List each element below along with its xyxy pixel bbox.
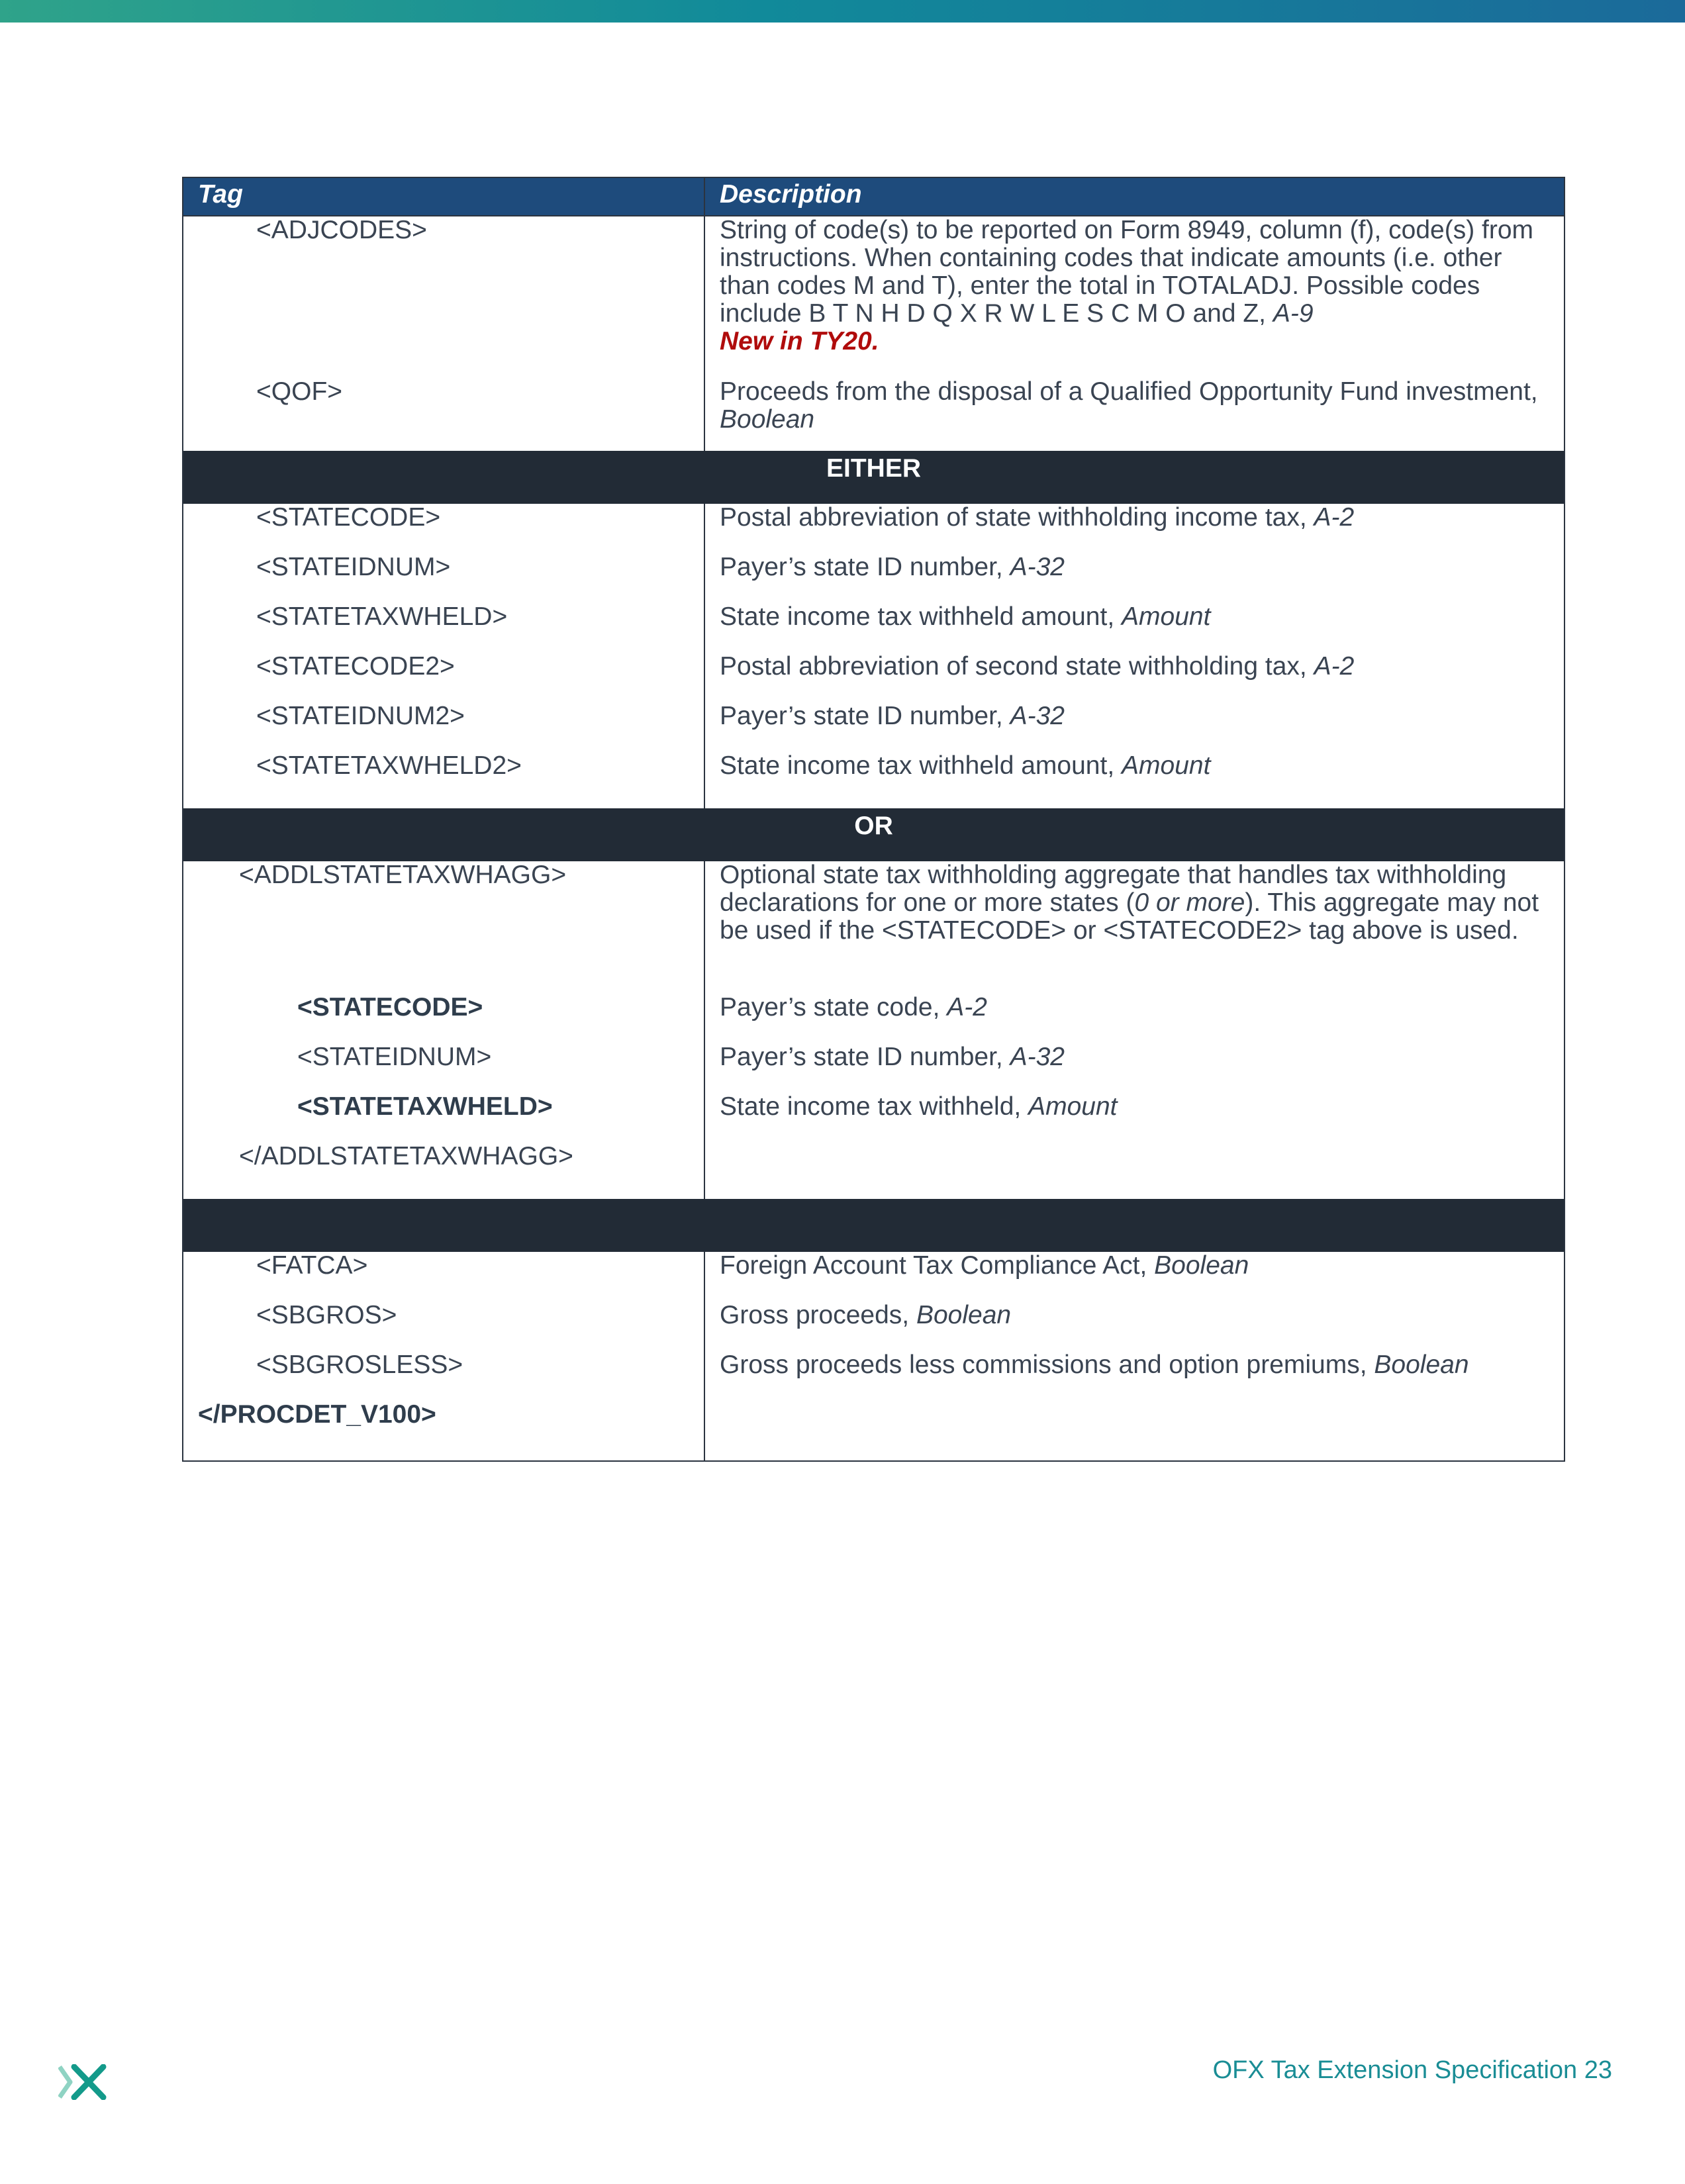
tag-cell: <STATEIDNUM2> (183, 702, 704, 752)
description-cell: Payer’s state ID number, A-32 (704, 1043, 1565, 1093)
table-header (183, 177, 1565, 216)
table-row (183, 1302, 1565, 1351)
description-cell: State income tax withheld amount, Amount (704, 603, 1565, 653)
description-cell (704, 1143, 1565, 1199)
or-separator (183, 808, 1565, 861)
table-row (183, 504, 1565, 553)
description-cell: State income tax withheld amount, Amount (704, 752, 1565, 808)
description-cell: Postal abbreviation of state withholding income tax, A-2 (704, 504, 1565, 553)
tag-cell: <STATECODE> (183, 504, 704, 553)
tag-cell: <ADDLSTATETAXWHAGG> (183, 861, 704, 994)
top-gradient-bar (0, 0, 1685, 23)
table-row (183, 1143, 1565, 1199)
either-label: EITHER (183, 451, 1565, 504)
description-cell: Payer’s state ID number, A-32 (704, 553, 1565, 603)
tag-cell: <STATECODE> (183, 994, 704, 1043)
description-cell: Proceeds from the disposal of a Qualified Opportunity Fund investment, Boolean (704, 378, 1565, 451)
description-cell: Optional state tax withholding aggregate that handles tax withholding declarations for one or more states (0 or more). This aggregate may not be used if the <STATECODE> or <STATECODE2> tag above is used. (704, 861, 1565, 994)
description-cell: State income tax withheld, Amount (704, 1093, 1565, 1143)
tag-cell: <SBGROS> (183, 1302, 704, 1351)
tag-cell: <STATEIDNUM> (183, 553, 704, 603)
footer-page-label: OFX Tax Extension Specification 23 (1212, 2056, 1612, 2084)
tag-cell: <STATEIDNUM> (183, 1043, 704, 1093)
description-cell: Foreign Account Tax Compliance Act, Boolean (704, 1252, 1565, 1302)
x-logo-icon (58, 2064, 109, 2100)
table-row (183, 1252, 1565, 1302)
description-column-header: Description (704, 177, 1565, 216)
blank-separator (183, 1199, 1565, 1252)
tag-column-header: Tag (183, 177, 704, 216)
tag-cell: <STATECODE2> (183, 653, 704, 702)
description-cell: Payer’s state ID number, A-32 (704, 702, 1565, 752)
tag-description-table (182, 177, 1565, 1462)
tag-cell: <ADJCODES> (183, 216, 704, 378)
description-cell: Payer’s state code, A-2 (704, 994, 1565, 1043)
table-row (183, 653, 1565, 702)
tag-cell: </ADDLSTATETAXWHAGG> (183, 1143, 704, 1199)
table-row (183, 1093, 1565, 1143)
tag-cell: <QOF> (183, 378, 704, 451)
tag-cell: <SBGROSLESS> (183, 1351, 704, 1401)
table-row (183, 1401, 1565, 1461)
table-row (183, 861, 1565, 994)
or-label: OR (183, 808, 1565, 861)
table-row (183, 378, 1565, 451)
table-row (183, 752, 1565, 808)
table-row (183, 702, 1565, 752)
description-cell: Postal abbreviation of second state withholding tax, A-2 (704, 653, 1565, 702)
tag-cell: <STATETAXWHELD2> (183, 752, 704, 808)
description-cell (704, 1401, 1565, 1461)
table-row (183, 603, 1565, 653)
tag-cell: <STATETAXWHELD> (183, 603, 704, 653)
table-row (183, 1351, 1565, 1401)
tag-cell: <STATETAXWHELD> (183, 1093, 704, 1143)
new-in-ty20-note: New in TY20. (720, 327, 879, 356)
closing-tag-cell: </PROCDET_V100> (183, 1401, 704, 1461)
description-cell: Gross proceeds, Boolean (704, 1302, 1565, 1351)
description-cell: String of code(s) to be reported on Form 8949, column (f), code(s) from instructions. When containing codes that indicate amounts (i.e. other than codes M and T), enter the total in TOTALADJ. Possible codes include B T N H D Q X R W L E S C M O and Z, A-9 New in TY20. (704, 216, 1565, 378)
table-row (183, 1043, 1565, 1093)
tag-cell: <FATCA> (183, 1252, 704, 1302)
description-cell: Gross proceeds less commissions and option premiums, Boolean (704, 1351, 1565, 1401)
table-row (183, 994, 1565, 1043)
table-row (183, 216, 1565, 378)
table-row (183, 553, 1565, 603)
either-separator (183, 451, 1565, 504)
